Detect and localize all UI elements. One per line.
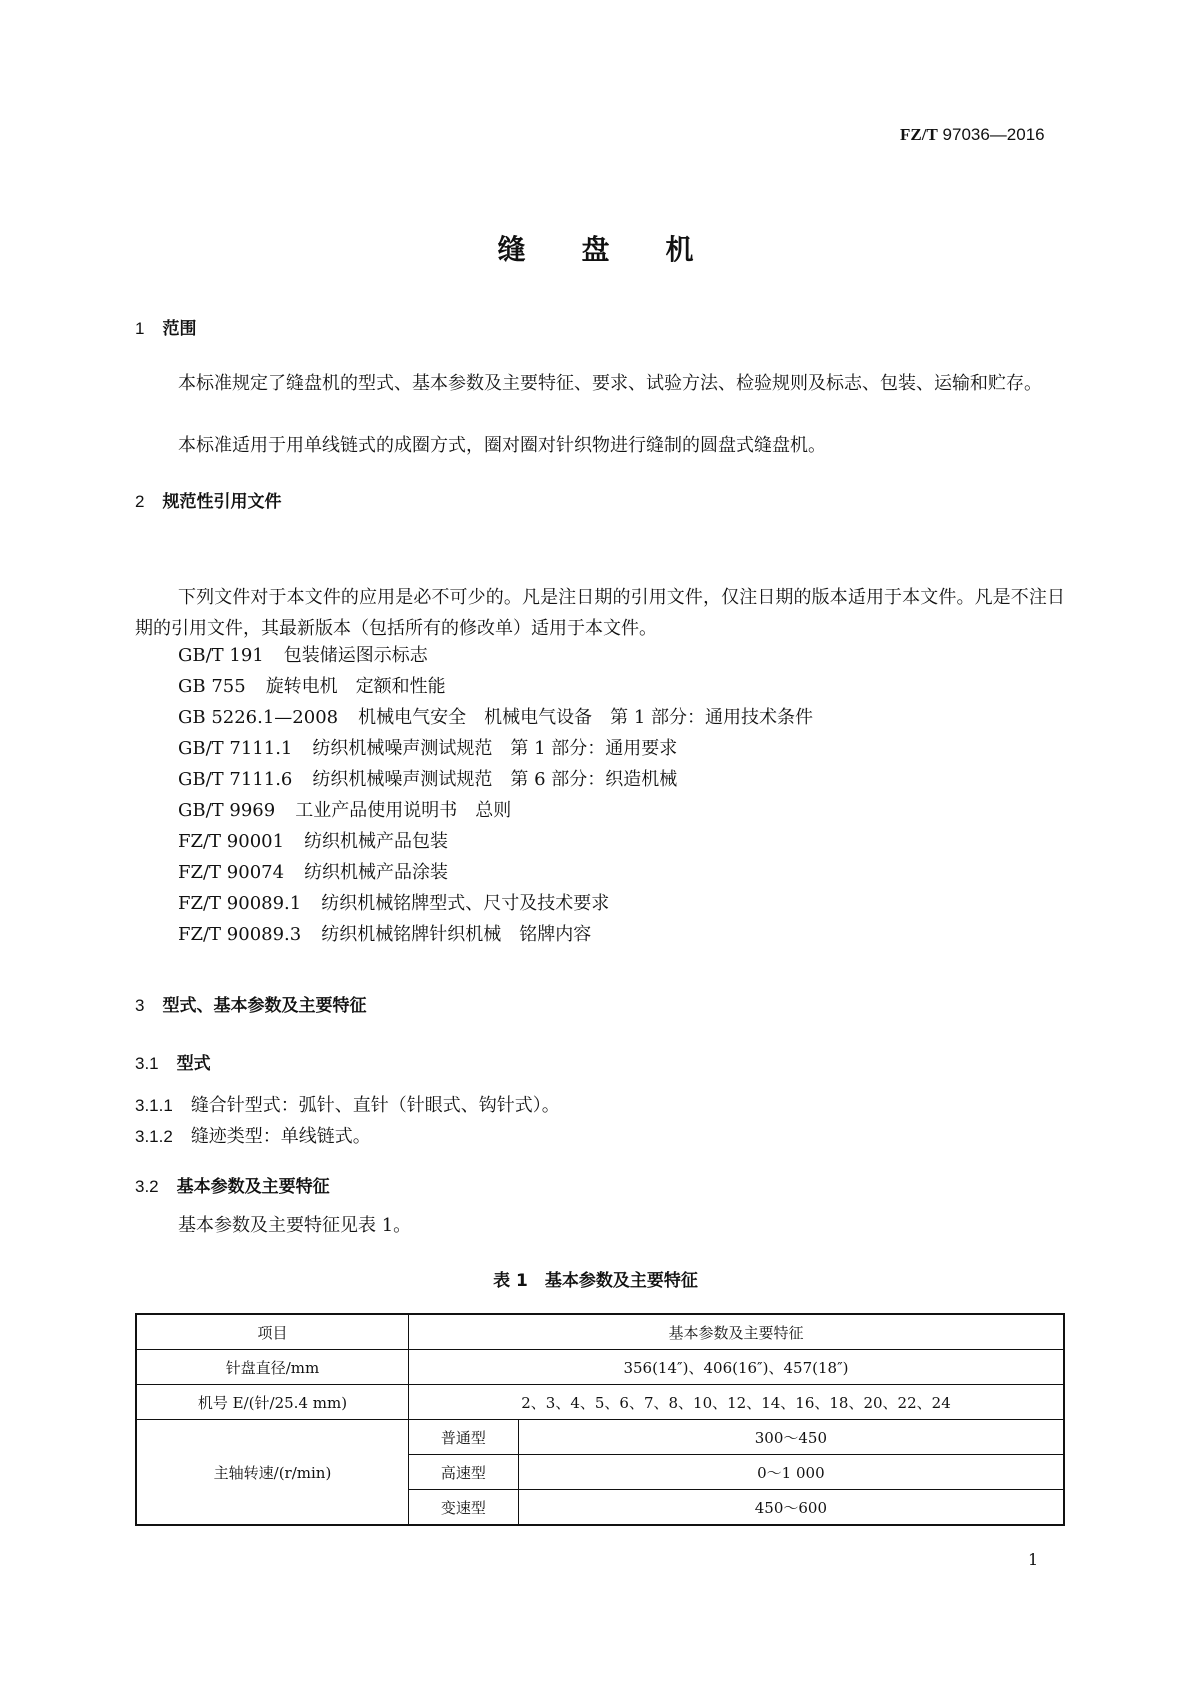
page-number: 1 <box>1028 1550 1039 1569</box>
reference-code: FZ/T 90074 <box>178 862 285 883</box>
section-title: 型式 <box>176 1054 211 1074</box>
reference-item <box>178 640 813 671</box>
clause-number: 3.1.2 <box>135 1127 173 1146</box>
reference-code: GB/T 7111.1 <box>178 738 293 759</box>
clause-number: 3.1.1 <box>135 1096 173 1115</box>
reference-code: FZ/T 90001 <box>178 831 285 852</box>
row-value: 2、3、4、5、6、7、8、10、12、14、16、18、20、22、24 <box>408 1385 1064 1420</box>
reference-title: 纺织机械产品包装 <box>304 831 449 852</box>
reference-title: 纺织机械铭牌针织机械 铭牌内容 <box>321 924 592 945</box>
row-value: 356(14″)、406(16″)、457(18″) <box>408 1350 1064 1385</box>
standard-prefix: FZ/T <box>900 125 938 144</box>
reference-item <box>178 826 813 857</box>
reference-title: 工业产品使用说明书 总则 <box>295 800 512 821</box>
section-3-heading <box>135 991 366 1016</box>
table-row <box>136 1350 1064 1385</box>
reference-item <box>178 702 813 733</box>
references-intro: 下列文件对于本文件的应用是必不可少的。凡是注日期的引用文件，仅注日期的版本适用于本文件。凡是不注日期的引用文件，其最新版本（包括所有的修改单）适用于本文件。 <box>135 587 1065 639</box>
clause-3-1-2 <box>135 1121 371 1152</box>
speed-value: 450～600 <box>518 1490 1064 1526</box>
table-header-row <box>136 1314 1064 1350</box>
table-header-cell: 基本参数及主要特征 <box>408 1314 1064 1350</box>
table-row <box>136 1385 1064 1420</box>
section-number: 2 <box>135 492 145 511</box>
reference-code: GB 5226.1—2008 <box>178 707 339 728</box>
clause-text: 缝迹类型：单线链式。 <box>190 1126 371 1147</box>
speed-type: 变速型 <box>408 1490 518 1526</box>
section-title: 型式、基本参数及主要特征 <box>162 996 367 1016</box>
row-label: 机号 E/(针/25.4 mm) <box>136 1385 408 1420</box>
speed-value: 300～450 <box>518 1420 1064 1455</box>
reference-code: FZ/T 90089.3 <box>178 924 302 945</box>
standard-code: 97036—2016 <box>942 125 1045 144</box>
clause-3-1-1 <box>135 1090 560 1121</box>
clause-text: 缝合针型式：弧针、直针（针眼式、钩针式）。 <box>190 1095 560 1116</box>
parameters-table <box>135 1313 1065 1526</box>
reference-item <box>178 857 813 888</box>
speed-type: 普通型 <box>408 1420 518 1455</box>
reference-title: 纺织机械噪声测试规范 第 6 部分：织造机械 <box>312 769 678 790</box>
scope-paragraph-1: 本标准规定了缝盘机的型式、基本参数及主要特征、要求、试验方法、检验规则及标志、包装、运输和贮存。 <box>178 373 1042 394</box>
reference-title: 纺织机械铭牌型式、尺寸及技术要求 <box>321 893 610 914</box>
reference-item <box>178 919 813 950</box>
section-title: 规范性引用文件 <box>162 492 282 512</box>
reference-title: 机械电气安全 机械电气设备 第 1 部分：通用技术条件 <box>358 707 814 728</box>
reference-item <box>178 733 813 764</box>
reference-title: 纺织机械产品涂装 <box>304 862 449 883</box>
standard-number <box>900 125 1045 145</box>
scope-paragraph-2: 本标准适用于用单线链式的成圈方式，圈对圈对针织物进行缝制的圆盘式缝盘机。 <box>178 435 826 456</box>
section-title: 范围 <box>162 319 197 339</box>
reference-title: 旋转电机 定额和性能 <box>265 676 446 697</box>
document-title: 缝盘机 <box>497 233 750 266</box>
reference-code: GB/T 9969 <box>178 800 276 821</box>
row-label: 主轴转速/(r/min) <box>136 1420 408 1526</box>
section-number: 3.1 <box>135 1054 159 1073</box>
section-3-1-heading <box>135 1049 211 1074</box>
normative-references-list <box>178 640 813 950</box>
section-number: 3 <box>135 996 145 1015</box>
reference-item <box>178 888 813 919</box>
section-number: 1 <box>135 319 145 338</box>
section-title: 基本参数及主要特征 <box>176 1177 330 1197</box>
reference-item <box>178 795 813 826</box>
reference-title: 包装储运图示标志 <box>283 645 428 666</box>
speed-value: 0～1 000 <box>518 1455 1064 1490</box>
speed-type: 高速型 <box>408 1455 518 1490</box>
section-3-2-heading <box>135 1172 330 1197</box>
reference-item <box>178 764 813 795</box>
reference-code: FZ/T 90089.1 <box>178 893 302 914</box>
table-header-cell: 项目 <box>136 1314 408 1350</box>
reference-item <box>178 671 813 702</box>
section-1-heading <box>135 314 196 339</box>
reference-code: GB/T 7111.6 <box>178 769 293 790</box>
section-number: 3.2 <box>135 1177 159 1196</box>
section-3-2-paragraph: 基本参数及主要特征见表 1。 <box>178 1215 412 1236</box>
row-label: 针盘直径/mm <box>136 1350 408 1385</box>
section-2-heading <box>135 487 281 512</box>
table-row <box>136 1420 1064 1455</box>
reference-code: GB/T 191 <box>178 645 264 666</box>
reference-title: 纺织机械噪声测试规范 第 1 部分：通用要求 <box>312 738 678 759</box>
table-caption: 表 1 基本参数及主要特征 <box>493 1271 698 1291</box>
reference-code: GB 755 <box>178 676 246 697</box>
